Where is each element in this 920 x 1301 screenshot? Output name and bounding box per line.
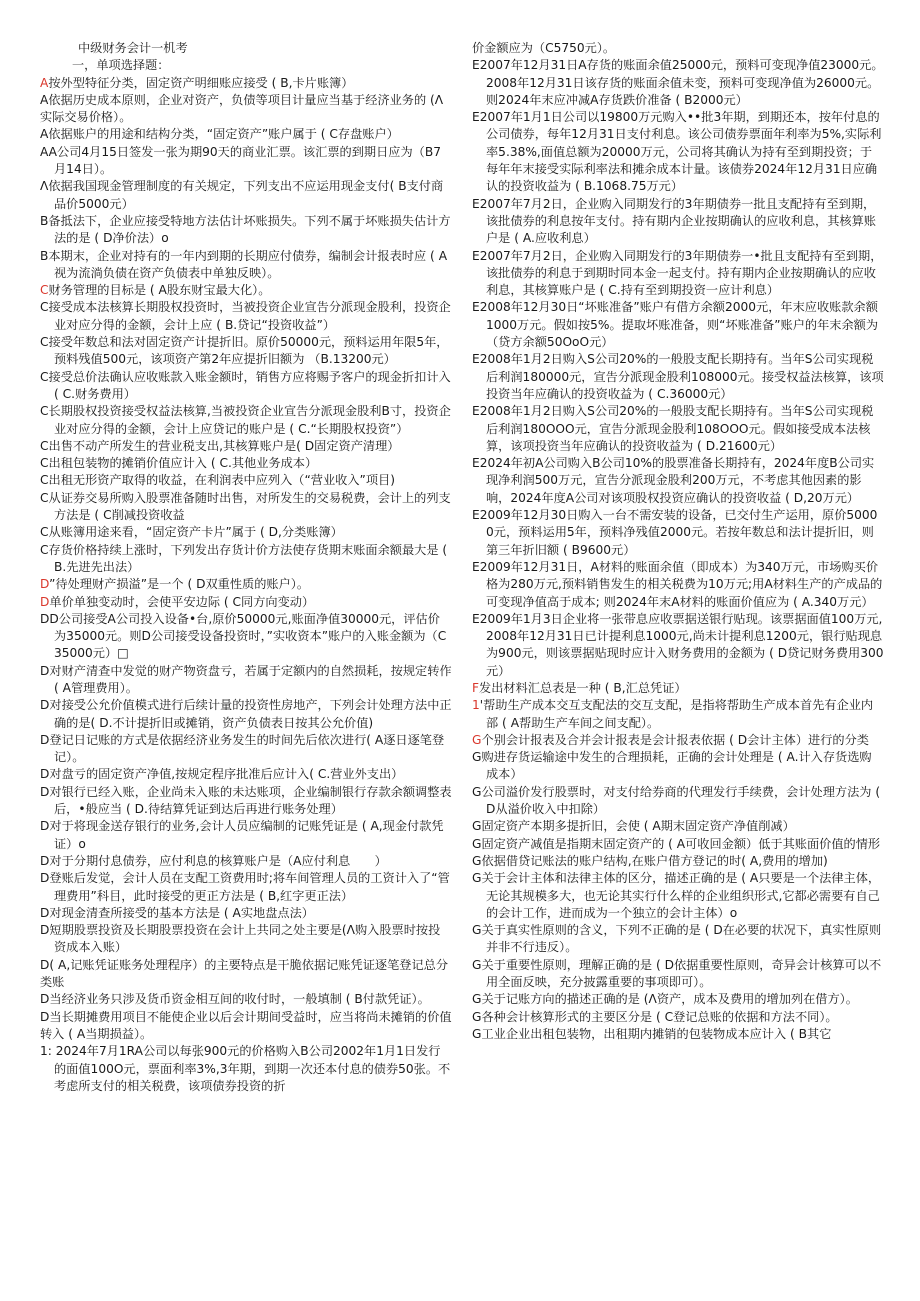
question-item <box>472 455 884 507</box>
index-letter: E <box>472 508 480 523</box>
question-text: 登记日记账的方式是依据经济业务发生的时间先后依次进行( A逐日逐笔登记）。 <box>49 732 445 765</box>
question-text: 依据我国现金管理制度的有关规定，下列支出不应运用现金支付( B支付商品价5000元） <box>48 179 444 211</box>
index-letter: D <box>40 767 50 782</box>
question-text: 对银行已经入账，企业尚未入账的未达账项，企业编制银行存款余额调整表后，•般应当 ( D.待结算凭证到达后再进行账务处理） <box>49 784 452 817</box>
question-text: 2007年12月31日A存货的账面余值25000元，预料可变现净值23000元。2008年12月31日该存货的账面余值未变，预料可变现净值为26000元。则2024年末应冲减A存货跌价准备 ( B2000元） <box>479 58 884 107</box>
question-item <box>40 248 452 283</box>
question-text: 关于记账方向的描述正确的是 (Λ资产，成本及费用的增加列在借方）。 <box>481 992 858 1007</box>
question-item <box>40 905 452 922</box>
question-text: 价金额应为（C5750元）。 <box>472 41 616 55</box>
question-text: 从证券交易所购入股票准备随时出售，对所发生的交易税费，会计上的列支方法是 ( C削减投资收益 <box>48 490 451 523</box>
index-letter: G <box>472 871 482 886</box>
index-letter: E <box>472 248 480 263</box>
question-text: 对于将现金送存银行的业务,会计人员应编制的记账凭证是 ( A,现金付款凭证）o <box>49 819 444 851</box>
question-item <box>40 334 452 369</box>
question-item <box>472 109 884 195</box>
question-text: 依据借贷记账法的账户结构,在账户借方登记的时( A,费用的增加) <box>481 853 828 868</box>
question-item <box>472 732 884 749</box>
index-letter: C <box>40 438 49 453</box>
question-text: 2009年1月3日企业将一张带息应收票据送银行贴现。该票据面值100万元,2008年12月31日已计提利息1000元,尚未计提利息1200元，银行贴现息为900元，则该票据贴现时应计入财务费用的金额为 ( D贷记财务费用300元） <box>479 611 884 678</box>
index-letter: G <box>472 957 482 972</box>
index-letter: C <box>40 335 49 350</box>
question-text: ”待处理财产损溢”是一个 ( D双重性质的账户）。 <box>49 577 310 592</box>
question-item <box>472 1009 884 1026</box>
index-letter: 1 <box>40 1044 48 1059</box>
question-text: 2024年初A公司购入B公司10%的股票准备长期持有，2024年度B公司实现净利润500万元，宣告分派现金股利200万元，不考虑其他因素的影响，2024年度A公司对该项股权投资应确认的投资收益 ( D,20万元） <box>479 456 875 505</box>
index-letter: G <box>472 1009 482 1024</box>
question-text: 对盘亏的固定资产净值,按规定程序批准后应计入( C.营业外支出） <box>49 767 404 782</box>
question-item <box>40 75 452 92</box>
index-letter: C <box>40 525 49 540</box>
index-letter: G <box>472 819 482 834</box>
question-text: 当长期摊费用项目不能使企业以后会计期间受益时，应当将尚未摊销的价值转入 ( A当期损益）。 <box>40 1009 452 1041</box>
question-text: : 2024年7月1RA公司以每张900元的价格购入B公司2002年1月1日发行的面值100O元，票面利率3%,3年期，到期一次还本付息的债券50张。不考虑所支付的相关税费，该项债券投资的折 <box>47 1044 451 1093</box>
index-letter: D <box>40 905 50 920</box>
question-item <box>40 126 452 143</box>
index-letter: E <box>472 352 480 367</box>
index-letter: D <box>40 819 50 834</box>
question-text: 长期股权投资接受权益法核算,当被投资企业宣告分派现金股利B寸，投资企业对应分得的金额，会计上应贷记的账户是 ( C.“长期股权投资”） <box>48 404 451 436</box>
question-text: 关于会计主体和法律主体的区分，描述正确的是 ( A只要是一个法律主体，无论其规模多大，也无论其实行什么样的企业组织形式,它都必需要有自己的会计工作，进而成为一个独立的会计主体）o <box>481 871 881 920</box>
index-letter: E <box>472 404 480 419</box>
index-letter: G <box>472 992 482 1007</box>
question-text: 公司接受A公司投入设备•台,原价50000元,账面净值30000元，评估价为35000元。则D公司接受设备投资时，”实收资本”账户的入账金额为（C35000元）□ <box>54 611 447 661</box>
index-letter: G <box>472 853 482 868</box>
question-text: 各种会计核算形式的主要区分是 ( C登记总账的依据和方法不同）。 <box>481 1009 838 1024</box>
question-text: 工业企业出租包装物，出租期内摊销的包装物成本应计入 ( B其它 <box>481 1026 832 1041</box>
question-item <box>472 1026 884 1043</box>
question-text: 存货价格持续上涨时，下列发出存货计价方法使存货期末账面余额最大是 ( B.先进先出法） <box>48 542 448 574</box>
question-text: 发出材料汇总表是一种 ( B,汇总凭证） <box>479 680 687 695</box>
index-letter: C <box>40 404 49 419</box>
question-text: 财务管理的目标是 ( A股东财宝最大化）。 <box>48 283 271 298</box>
question-item <box>40 766 452 783</box>
index-letter: B <box>40 248 49 263</box>
question-text: 当经济业务只涉及货币资金相互间的收付时，一般填制 ( B付款凭证）。 <box>49 992 430 1007</box>
index-letter: B <box>40 213 49 228</box>
question-item <box>40 472 452 489</box>
index-letter: Λ <box>40 179 49 194</box>
question-item <box>472 784 884 819</box>
index-letter: C <box>40 456 49 471</box>
index-letter: A <box>40 92 49 107</box>
question-text: 接受成本法核算长期股权投资时，当被投资企业宣告分派现金股利，投资企业对应分得的金额，会计上应 ( B.贷记“投资收益”） <box>48 300 451 332</box>
question-text: 2009年12月30日购入一台不需安装的设备，已交付生产运用，原价50000元，预料运用5年，预料净残值2000元。若按年数总和法计提折旧，则第三年折旧额 ( B9600元） <box>479 508 878 557</box>
index-letter: DD <box>40 611 59 626</box>
question-item <box>472 991 884 1008</box>
index-letter: G <box>472 750 482 765</box>
index-letter: D <box>40 663 50 678</box>
question-item <box>40 922 452 957</box>
question-text: 2007年7月2日，企业购入同期发行的3年期债券一批且支配持有至到期，该批债券的利息按年支付。持有期内企业按期确认的应收利息，其核算账户是 ( A.应收利息） <box>479 196 876 246</box>
question-text: 对财产清查中发觉的财产物资盘亏，若属于定额内的自然损耗，按规定转作 ( A管理费用）。 <box>49 663 452 695</box>
question-item <box>40 213 452 248</box>
question-text: 对于分期付息债券，应付利息的核算账户是（A应付利息 ） <box>49 853 387 868</box>
question-item <box>472 870 884 922</box>
index-letter: D <box>40 594 50 609</box>
question-item <box>40 853 452 870</box>
right-column <box>472 40 896 1043</box>
question-text: 对接受公允价值模式进行后续计量的投资性房地产，下列会计处理方法中正确的是( D.不计提折旧或摊销，资产负债表日按其公允价值) <box>49 698 452 730</box>
question-text: 个别会计报表及合并会计报表是会计报表依据 ( D会计主体）进行的分类 <box>481 732 869 747</box>
question-text: 固定资产本期多提折旧，会使 ( A期末固定资产净值削减） <box>481 819 795 834</box>
index-letter: C <box>40 490 49 505</box>
question-item <box>40 369 452 404</box>
question-text: 接受总价法确认应收账款入账金额时，销售方应将赐予客户的现金折扣计入 ( C.财务费用） <box>48 369 451 401</box>
question-item <box>40 178 452 213</box>
question-item <box>472 853 884 870</box>
question-text: 依据账户的用途和结构分类，“固定资产”账户属于 ( C存盘账户） <box>48 127 399 142</box>
question-item <box>40 144 452 179</box>
index-letter: AA <box>40 144 58 159</box>
question-item <box>40 299 452 334</box>
question-item <box>472 836 884 853</box>
index-letter: G <box>472 784 482 799</box>
question-text: 对现金清查所接受的基本方法是 ( A实地盘点法） <box>49 905 314 920</box>
question-item <box>472 749 896 784</box>
index-letter: C <box>40 473 49 488</box>
question-item <box>472 403 884 455</box>
question-item <box>472 299 884 351</box>
document-title: 中级财务会计一机考 <box>78 41 188 55</box>
question-text: 本期末，企业对持有的一年内到期的长期应付债券，编制会计报表时应 ( A视为流淌负债在资产负债表中单独反映）。 <box>48 248 448 280</box>
index-letter: E <box>472 559 480 574</box>
question-item <box>472 922 884 957</box>
left-column <box>40 40 452 1095</box>
question-item <box>472 40 884 57</box>
question-item <box>40 576 452 593</box>
question-item <box>472 559 884 611</box>
question-text: 2007年1月1日公司以19800万元购入••批3年期，到期还本，按年付息的公司债券，每年12月31日支付利息。该公司债券票面年利率为5%,实际利率5.38%,面值总额为20000万元，公司将其确认为持有至到期投资；于每年年末接受实际利率法和摊余成本计量。该债券2024年12月31日应确认的投资收益为 ( B.1068.75万元） <box>479 110 882 194</box>
question-item <box>472 611 884 680</box>
index-letter: C <box>40 283 49 298</box>
question-text: 关于重要性原则，理解正确的是 ( D依据重要性原则，奇异会计核算可以不用全面反映，充分披露重要的事项即可）。 <box>481 957 882 990</box>
question-item <box>472 196 884 248</box>
question-text: 2008年1月2日购入S公司20%的一般股支配长期持有。当年S公司实现税后利润180OOO元，宣告分派现金股利108OOO元。假如接受成本法核算，该项投资当年应确认的投资收益为 ( D.21600元） <box>479 404 874 453</box>
question-item <box>472 57 884 109</box>
question-item <box>40 438 452 455</box>
question-item <box>40 403 452 438</box>
question-item <box>40 663 452 698</box>
index-letter: F <box>472 680 480 695</box>
question-item <box>40 697 452 732</box>
index-letter: D <box>40 784 50 799</box>
section-heading: 一，单项选择题： <box>72 58 170 73</box>
question-item <box>472 680 884 697</box>
question-item <box>472 818 884 835</box>
question-text: 2007年7月2日，企业购入同期发行的3年期债券一•批且支配持有至到期，该批债券的利息于到期时同本金一起支付。持有期内企业按期确认的应收利息，其核算账户是 ( C.持有至到期投资一应计利息） <box>479 248 883 298</box>
question-item <box>40 92 452 127</box>
question-text: 接受年数总和法对固定资产计提折旧。原价50000元，预料运用年限5年，预料残值500元，该项资产第2年应提折旧额为 （B.13200元） <box>48 335 449 367</box>
index-letter: D <box>40 871 50 886</box>
index-letter: A <box>40 127 49 142</box>
index-letter: C <box>40 542 49 557</box>
index-letter: D <box>40 992 50 1007</box>
question-text: '帮助生产成本交互支配法的交互支配，是指将帮助生产成本首先有企业内部 ( A帮助生产车间之间支配）。 <box>479 698 874 730</box>
question-item <box>40 542 452 577</box>
index-letter: G <box>472 732 482 747</box>
index-letter: D <box>40 577 50 592</box>
question-text: 2008年12月30日“坏账准备”账户有借方余额2000元，年末应收账款余额1000万元。假如按5%。提取坏账准备，则“坏账准备”账户的年末余额为（贷方余额50OoO元） <box>479 300 879 350</box>
question-text: 按外型特征分类，固定资产明细账应接受 ( B,卡片账簿） <box>48 75 354 90</box>
question-item <box>40 784 452 819</box>
question-item <box>472 957 884 992</box>
question-text: 固定资产减值是指期末固定资产的 ( A可收回金额）低于其账面价值的情形 <box>481 836 881 851</box>
index-letter: D <box>40 853 50 868</box>
question-item <box>40 611 452 663</box>
index-letter: E <box>472 611 480 626</box>
index-letter: E <box>472 196 480 211</box>
question-text: 从账簿用途来看，“固定资产卡片”属于 ( D,分类账簿） <box>48 525 343 540</box>
question-text: 短期股票投资及长期股票投资在会计上共同之处主要是(Λ购入股票时按投资成本入账） <box>49 923 441 955</box>
question-item <box>472 351 884 403</box>
index-letter: D <box>40 957 50 972</box>
question-item <box>40 957 452 992</box>
question-text: 购进存货运输途中发生的合理损耗，正确的会计处理是 ( A.计入存货选购 成本） <box>481 750 896 782</box>
question-item <box>472 248 884 300</box>
question-item <box>472 507 884 559</box>
question-item <box>40 818 452 853</box>
index-letter: D <box>40 698 50 713</box>
question-item <box>40 524 452 541</box>
question-item <box>40 282 452 299</box>
question-text: 出租包装物的摊销价值应计入 ( C.其他业务成本） <box>48 456 318 471</box>
question-text: 出租无形资产取得的收益，在利润表中应列入（“营业收入”项目) <box>48 473 395 488</box>
index-letter: E <box>472 110 480 125</box>
index-letter: D <box>40 732 50 747</box>
index-letter: E <box>472 300 480 315</box>
index-letter: A <box>40 75 49 90</box>
question-text: 依据历史成本原则，企业对资产，负债等项目计量应当基于经济业务的 (Λ实际交易价格）。 <box>40 92 444 125</box>
question-item <box>40 991 452 1008</box>
index-letter: D <box>40 923 50 938</box>
question-text: 公司溢价发行股票时，对支付给券商的代理发行手续费，会计处理方法为 ( D从溢价收入中扣除） <box>481 784 881 817</box>
question-item <box>40 594 452 611</box>
index-letter: G <box>472 836 482 851</box>
question-item <box>40 1009 452 1044</box>
index-letter: 1 <box>472 698 480 713</box>
index-letter: G <box>472 1026 482 1041</box>
index-letter: E <box>472 58 480 73</box>
question-item <box>40 870 452 905</box>
index-letter: E <box>472 456 480 471</box>
question-text: ( A,记账凭证账务处理程序）的主要特点是干脆依据记账凭证逐笔登记总分类账 <box>40 957 449 990</box>
question-text: 单价单独变动时，会使平安边际 ( C同方向变动） <box>49 594 315 609</box>
question-text: 2008年1月2日购入S公司20%的一般股支配长期持有。当年S公司实现税后利润180000元，宣告分派现金股利108000元。接受权益法核算，该项投资当年应确认的投资收益为 ( C.36000元） <box>479 352 884 401</box>
question-item <box>40 1043 452 1095</box>
question-text: 关于真实性原则的含义，下列不正确的是 ( D在必要的状况下，真实性原则并非不行违反）。 <box>481 923 882 955</box>
index-letter: G <box>472 923 482 938</box>
index-letter: C <box>40 369 49 384</box>
question-text: 公司4月15日签发一张为期90天的商业汇票。该汇票的到期日应为（B7月14日）。 <box>54 144 441 177</box>
index-letter: D <box>40 1009 50 1024</box>
question-text: 出售不动产所发生的营业税支出,其核算账户是( D固定资产清理） <box>48 438 400 453</box>
question-item <box>40 490 452 525</box>
question-text: 2009年12月31日，A材料的账面余值（即成本）为340万元，市场购买价格为280万元,预料销售发生的相关税费为10万元;用A材料生产的产成品的可变现净值高于成本; 则2024年末A材料的账面价值应为 ( A.340万元） <box>479 559 883 609</box>
question-item <box>40 455 452 472</box>
question-text: 备抵法下，企业应接受特地方法估计坏账损失。下列不属于坏账损失估计方法的是 ( D净价法）o <box>48 213 451 246</box>
question-text: 登账后发觉，会计人员在支配工资费用时;将车间管理人员的工资计入了“管理费用”科目，此时接受的更正方法是 ( B,红字更正法） <box>49 871 450 903</box>
index-letter: C <box>40 300 49 315</box>
question-item <box>472 697 884 732</box>
question-item <box>40 732 452 767</box>
